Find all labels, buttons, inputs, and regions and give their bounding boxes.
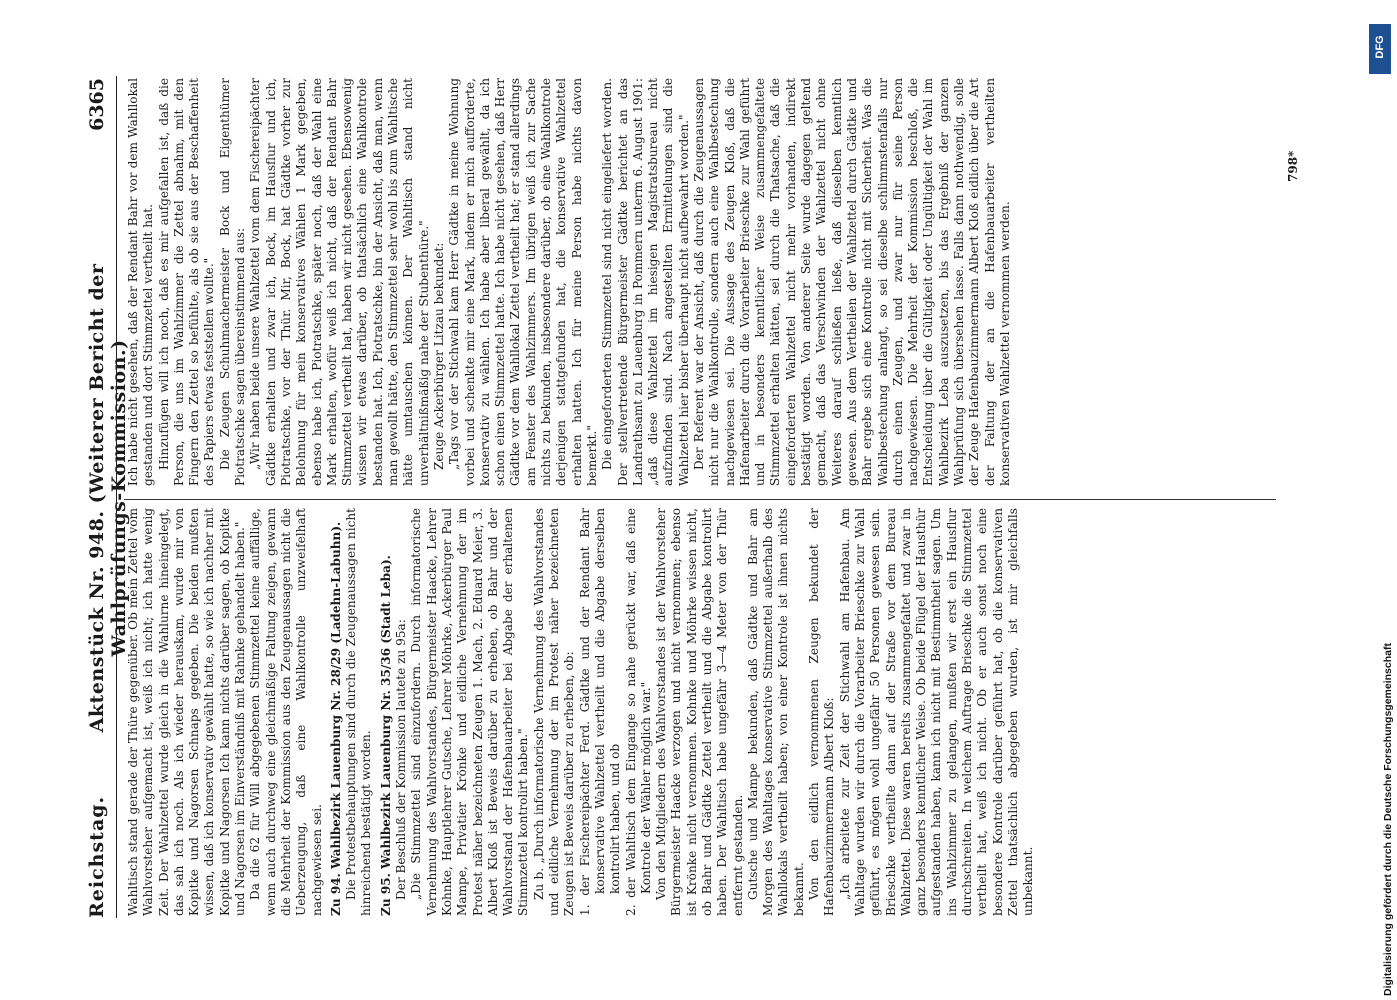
side-note — [1382, 0, 1396, 996]
dfg-logo-text: DFG — [1374, 35, 1386, 59]
header-rule — [116, 76, 117, 918]
paragraph: Hinzufügen will ich noch, daß es mir aufgefallen ist, daß die Person, die uns im Wahlzimmer die Zettel abnahm, mit den Fingern den Zettel so befühlte, als ob sie aus der Beschaffenheit des Papiers etwas feststellen wollte." — [156, 78, 217, 486]
sheet-signature: 798* — [1286, 150, 1300, 182]
paragraph: Wahltisch stand gerade der Thüre gegenüber. Ob mein Zettel vom Wahlvorsteher aufgemacht ist, weiß ich nicht; ich hatte wenig Zeit. Der Wahlzettel wurde gleich in die Wahlurne hineingelegt, das sah ich noch. Als ich wieder herauskam, wurde mir von Kopitke und Nagorsen Schnaps gegeben. Die beiden mußten wissen, daß ich konservativ gewählt hatte, so wie ich nachher mit Kopitke und Nagorsen Ich kann nichts darüber sagen, ob Kopitke und Nagorsen im Einverständniß mit Rahnke gehandelt haben." — [126, 508, 248, 916]
dfg-logo — [1369, 24, 1391, 74]
paragraph: „Ich arbeitete zur Zeit der Stichwahl am Hafenbau. Am Wahltage wurden wir durch die Vorarbeiter Brieschke zur Wahl geführt, es mögen wohl ungefähr 50 Personen gewesen sein. Brieschke vertheilte dann auf der Straße vor dem Bureau Wahlzettel. Diese waren bereits zusammengefaltet und zwar in ganz besonders kenntlicher Weise. Ob beide Flügel der Hausthür aufgestanden haben, kann ich nicht mit Bestimmtheit sagen. Um ins Wahlzimmer zu gelangen, mußten wir erst ein Hausflur durchschreiten. In welchem Auftrage Brieschke die Stimmzettel vertheilt hat, weiß ich nicht. Ob er auch sonst noch eine besondere Kontrole darüber geführt hat, ob die konservativen Zettel thatsächlich abgegeben wurden, ist mir gleichfalls unbekannt. — [837, 508, 1036, 916]
section-heading: Zu 95. Wahlbezirk Lauenburg Nr. 35/36 (Stadt Leba). — [378, 555, 393, 916]
paragraph: Der Beschluß der Kommission lautete zu 95a: — [394, 619, 409, 900]
column-divider — [124, 499, 1276, 500]
side-note-text: Digitalisierung gefördert durch die Deutsche Forschungsgemeinschaft — [1382, 643, 1394, 996]
paragraph: Ich habe nicht gesehen, daß der Rendant Bahr vor dem Wahllokal gestanden und dort Stimmzettel vertheilt hat. — [126, 78, 156, 486]
header-title: Aktenstück Nr. 948. (Weiterer Bericht der Wahlprüfungs-Kommission.) — [86, 263, 130, 733]
right-column — [126, 78, 1013, 486]
paragraph: 1. der Fischereipächter Ferd. Gädtke und der Rendant Bahr konservative Wahlzettel vertheilt und die Abgabe derselben kontrolirt haben, und ob — [577, 508, 623, 916]
paragraph: Gutsche und Mampe bekunden, daß Gädtke und Bahr am Morgen des Wahltages konservative Stimmzettel außerhalb des Wahllokals vertheilt haben; von einer Kontrole ist ihnen nichts bekannt. — [745, 508, 806, 916]
page-number: 6365 — [86, 78, 108, 131]
paragraph: Zeuge Ackerbürger Litzau bekundet: — [431, 242, 446, 470]
paragraph: „Wir haben beide unsere Wahlzettel vom dem Fischereipächter Gädtke erhalten und zwar ich, Bock, im Hausflur und ich, Piotratschke, vor der Thür. Mir, Bock, hat Gädtke vorher zur Belohnung für mein konservatives Wählen 1 Mark gegeben, ebenso habe ich, Piotratschke, später noch, daß der Wahl eine Mark erhalten, wofür weiß ich nicht, daß der Rendant Bahr Stimmzettel vertheilt hat, haben wir nicht gesehen. Ebensowenig wissen wir etwas darüber, ob thatsächlich eine Wahlkontrole bestanden hat. Ich, Piotratschke, bin der Ansicht, daß man, wenn man gewollt hätte, den Stimmzettel sehr wohl bis zum Wahltische hätte umtauschen können. Der Wahltisch stand nicht unverhältnißmäßig nahe der Stubenthüre." — [248, 78, 431, 486]
paragraph: „Die Stimmzettel sind einzufordern. Durch informatorische Vernehmung des Wahlvorstandes, Bürgermeister Haacke, Lehrer Kohnke, Hauptlehrer Gutsche, Lehrer Möhrke, Ackerbürger Paul Mampe, Privatier Krönke und eidliche Vernehmung der im Protest näher bezeichneten Zeugen 1. Mach, 2. Eduard Meier, 3. Albert Kloß ist Beweis darüber zu erheben, ob Bahr und der Wahlvorstand der Hafenbauarbeiter bei Abgabe der erhaltenen Stimmzettel kontrolirt haben." — [409, 508, 531, 916]
paragraph: 2. der Wahltisch dem Eingange so nahe gerückt war, daß eine Kontrole der Wähler möglich war." — [623, 508, 653, 916]
header-left: Reichstag. — [86, 795, 108, 918]
paragraph: Der Referent war der Ansicht, daß durch die Zeugenaussagen nicht nur die Wahlkontrolle, sondern auch eine Wahlbestechung nachgewiesen sei. Die Aussage des Zeugen Kloß, daß die Hafenarbeiter durch die Vorarbeiter Brieschke zur Wahl geführt und in besonders kenntlicher Weise zusammengefaltete Stimmzettel erhalten hätten, sei durch die Thatsache, daß die eingeforderten Wahlzettel nicht mehr vorhanden, indirekt bestätigt worden. Von anderer Seite wurde dagegen geltend gemacht, daß das Verschwinden der Wahlzettel nicht ohne Weiteres darauf schließen ließe, daß dieselben kenntlich gewesen. Aus dem Vertheilen der Wahlzettel durch Gädtke und Bahr ergebe sich eine Kontrolle nicht mit Sicherheit. Was die Wahlbestechung anlangt, so sei dieselbe schlimmstenfalls nur durch einen Zeugen, und zwar nur für seine Person nachgewiesen. Die Mehrheit der Kommission beschloß, die Entscheidung über die Gültigkeit oder Ungültigkeit der Wahl im Wahlbezirk Leba auszusetzen, bis das Ergebniß der ganzen Wahlprüfung sich übersehen lasse. Falls dann nothwendig, solle der Zeuge Hafenbauzimmermann Albert Kloß eidlich über die Art der Faltung der an die Hafenbauarbeiter vertheilten konservativen Wahlzettel vernommen werden. — [691, 78, 1012, 486]
paragraph: Die eingeforderten Stimmzettel sind nicht eingeliefert worden. Der stellvertretende Bürgermeister Gädtke berichtet an das Landrathsamt zu Lauenburg in Pommern unterm 6. August 1901: „daß diese Wahlzettel im hiesigen Magistratsbureau nicht aufzufinden sind. Nach angestellten Ermittelungen sind die Wahlzettel hier bisher überhaupt nicht aufbewahrt worden." — [600, 78, 691, 486]
page-header — [86, 78, 130, 918]
section-heading: Zu 94. Wahlbezirk Lauenburg Nr. 28/29 (Ladehn-Labuhn). — [328, 521, 343, 916]
paragraph: Zu b. „Durch informatorische Vernehmung des Wahlvorstandes und eidliche Vernehmung der im Protest näher bezeichneten Zeugen ist Beweis darüber zu erheben, ob: — [531, 508, 577, 916]
paragraph: Die Zeugen Schuhmachermeister Bock und Eigenthümer Piotratschke sagen übereinstimmend aus: — [217, 78, 248, 486]
paragraph: Von den Mitgliedern des Wahlvorstandes ist der Wahlvorsteher Bürgermeister Haacke verzogen und nicht vernommen; ebenso ist Krönke nicht vernommen. Kohnke und Möhrke wissen nicht, ob Bahr und Gädtke Zettel vertheilt und die Abgabe kontrolirt haben. Der Wahltisch habe ungefähr 3—4 Meter von der Thür entfernt gestanden. — [654, 508, 745, 916]
paragraph: Da die 62 für Will abgegebenen Stimmzettel keine auffällige, wenn auch durchweg eine gleichmäßige Faltung zeigen, gewann die Mehrheit der Kommission aus den Zeugenaussagen nicht die Ueberzeugung, daß eine Wahlkontrolle unzweifelhaft nachgewiesen sei. — [248, 508, 324, 916]
paragraph: Die Protestbehauptungen sind durch die Zeugenaussagen nicht hinreichend bestätigt worden. — [344, 508, 374, 916]
paragraph: Von den eidlich vernommenen Zeugen bekundet der Hafenbauzimmermann Albert Kloß: — [807, 508, 837, 916]
paragraph: „Tags vor der Stichwahl kam Herr Gädtke in meine Wohnung vorbei und schenkte mir eine Mark, indem er mich aufforderte, konservativ zu wählen. Ich habe aber liberal gewählt, da ich schon einen Stimmzettel hatte. Ich habe nicht gesehen, daß Herr Gädtke vor dem Wahllokal Zettel vertheilt hat; er stand allerdings am Fenster des Wahlzimmers. Im übrigen weiß ich zur Sache nichts zu bekunden, insbesondere darüber, ob eine Wahlkontrole derjenigen stattgefunden hat, die konservative Wahlzettel erhalten hatten. Ich für meine Person habe nichts davon bemerkt." — [447, 78, 599, 486]
left-column — [126, 508, 1037, 916]
